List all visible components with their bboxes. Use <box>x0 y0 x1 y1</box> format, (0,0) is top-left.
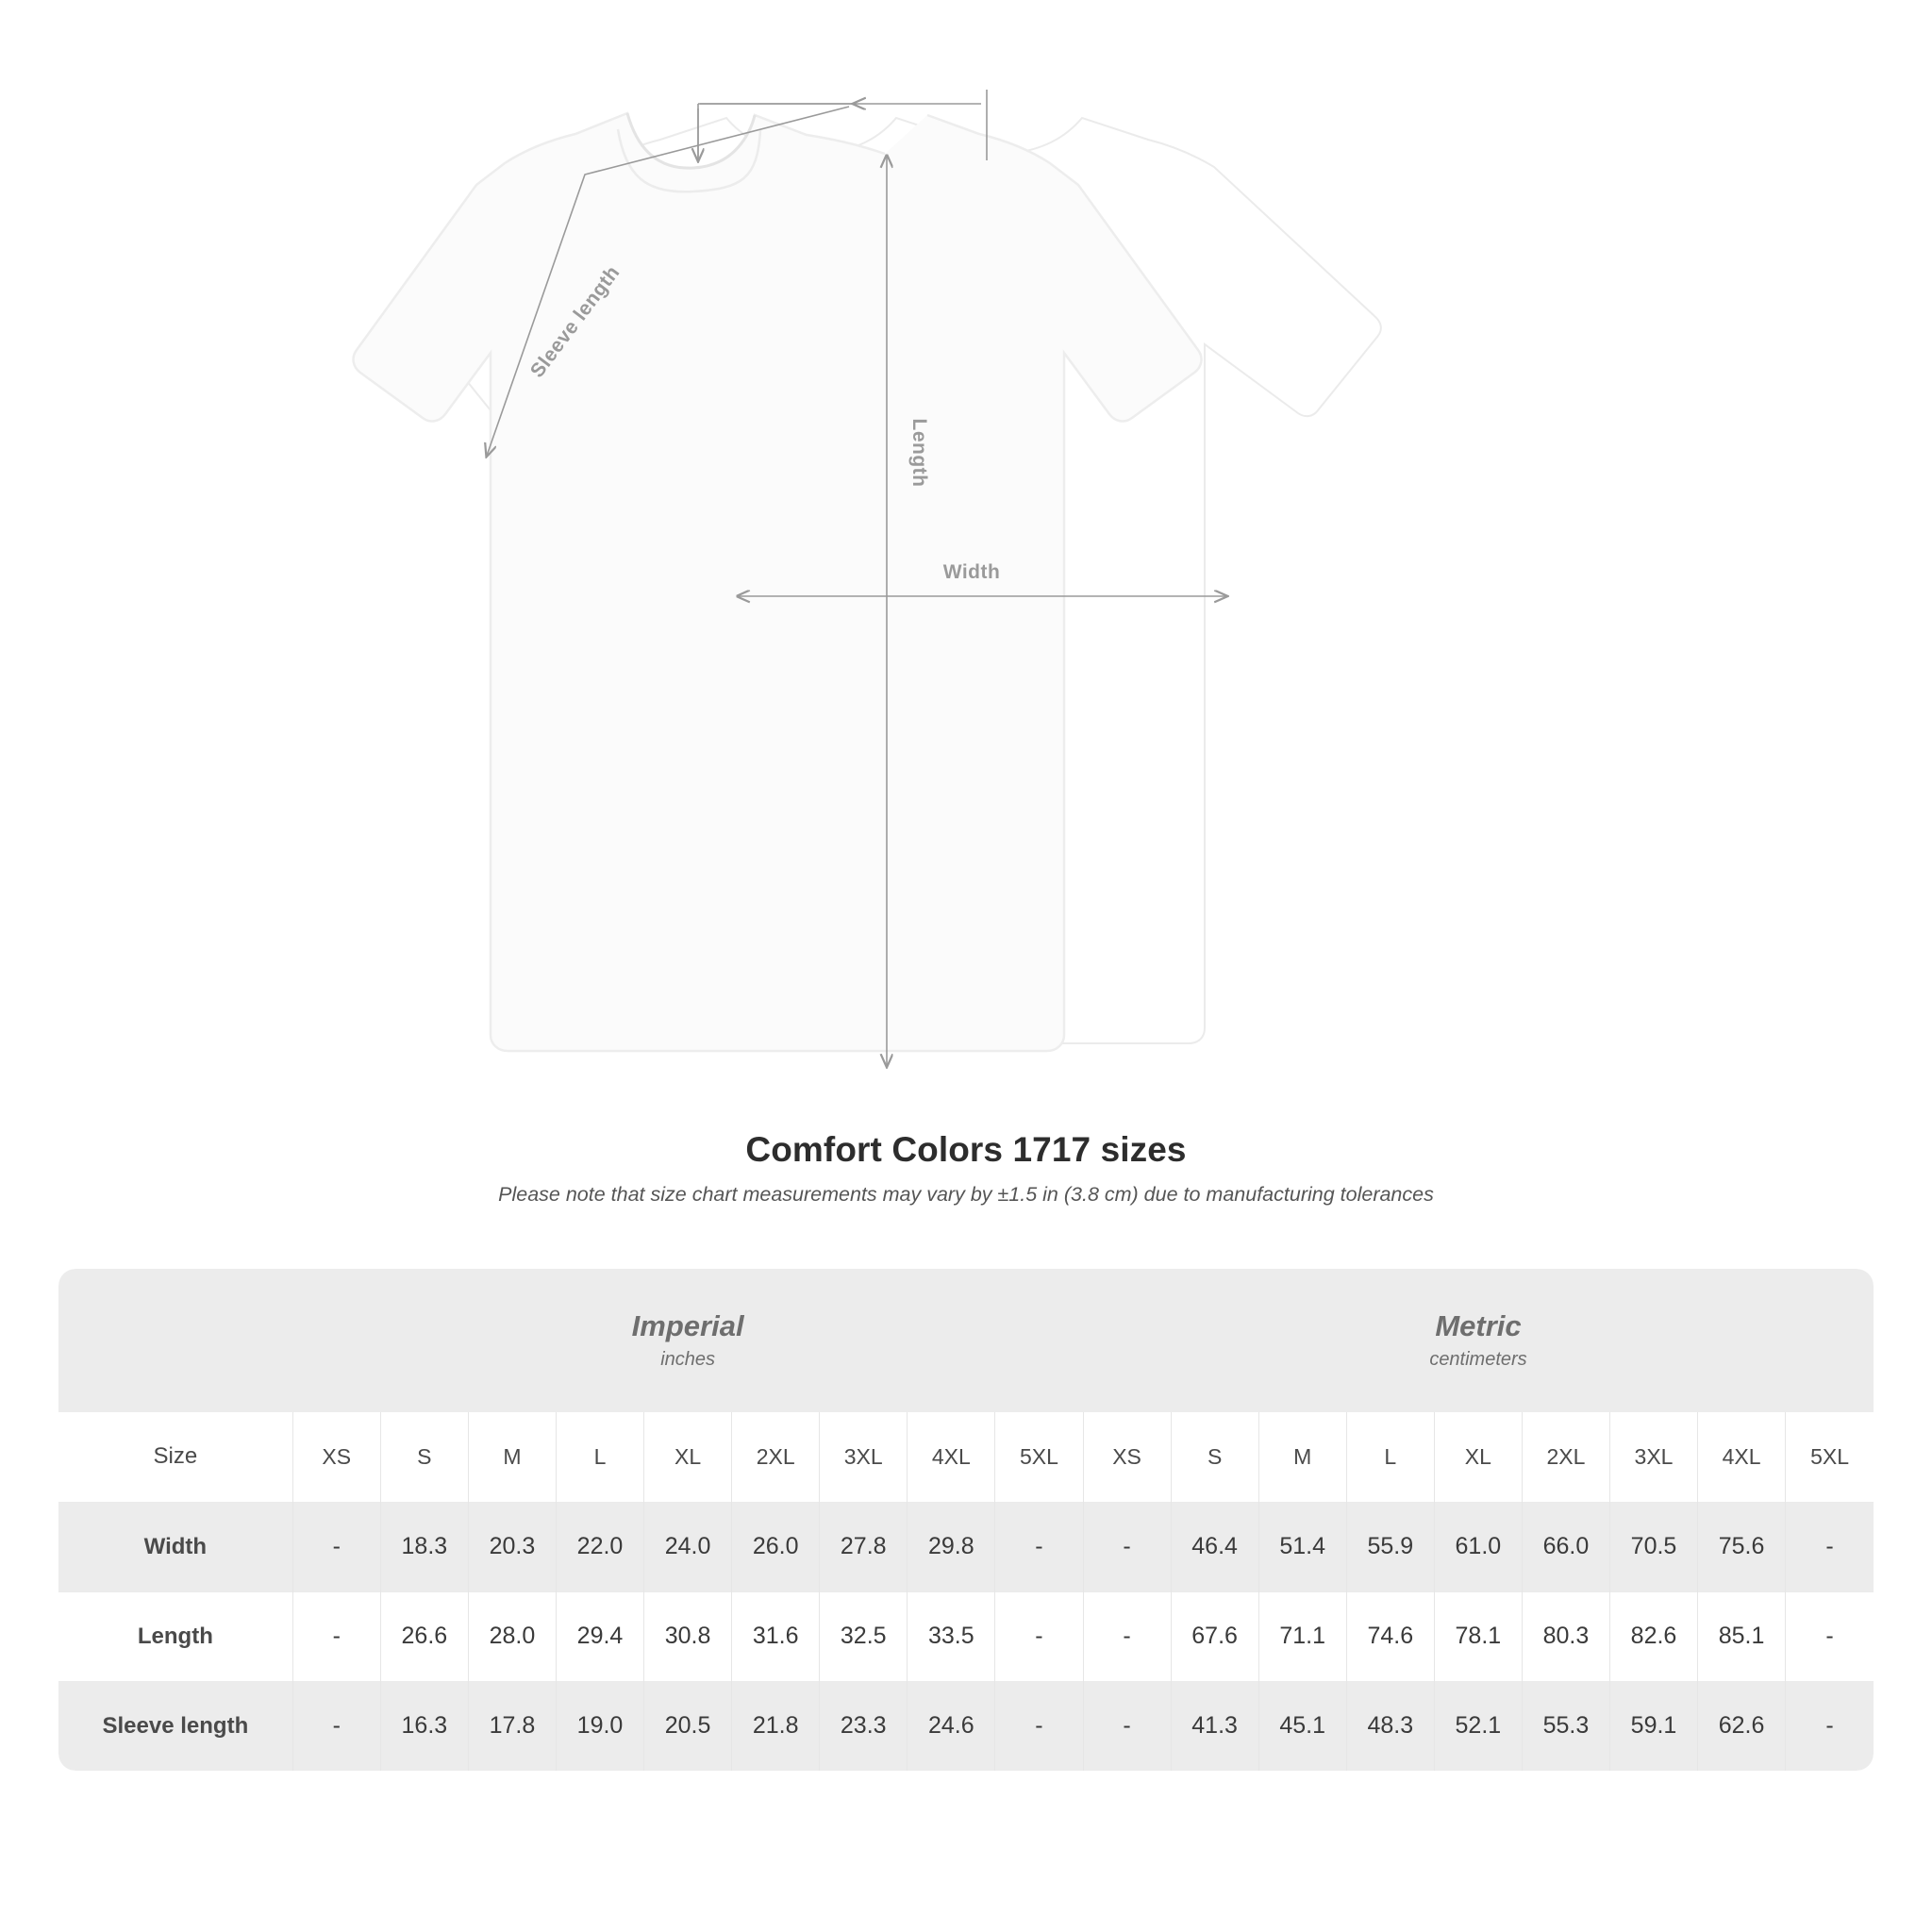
cell-width-imperial-s: 18.3 <box>380 1502 468 1591</box>
cell-length-imperial-4xl: 33.5 <box>908 1591 995 1681</box>
cell-sleeve-imperial-xl: 20.5 <box>644 1681 732 1771</box>
measurement-note: Please note that size chart measurements may vary by ±1.5 in (3.8 cm) due to manufacturing tolerances <box>498 1183 1434 1206</box>
row-label-sleeve-length: Sleeve length <box>58 1681 292 1771</box>
cell-width-metric-5xl: - <box>1786 1502 1874 1591</box>
size-header-metric-2xl: 2XL <box>1522 1412 1609 1502</box>
size-header-imperial-4xl: 4XL <box>908 1412 995 1502</box>
unit-group-imperial <box>292 1269 1083 1412</box>
cell-sleeve-metric-3xl: 59.1 <box>1609 1681 1697 1771</box>
cell-length-imperial-l: 29.4 <box>556 1591 643 1681</box>
cell-length-imperial-xs: - <box>292 1591 380 1681</box>
size-header-imperial-m: M <box>468 1412 556 1502</box>
cell-width-metric-3xl: 70.5 <box>1609 1502 1697 1591</box>
cell-length-metric-4xl: 85.1 <box>1698 1591 1786 1681</box>
unit-group-metric <box>1083 1269 1874 1412</box>
cell-sleeve-metric-xs: - <box>1083 1681 1171 1771</box>
row-label-length: Length <box>58 1591 292 1681</box>
cell-length-imperial-m: 28.0 <box>468 1591 556 1681</box>
unit-group-imperial-name: Imperial <box>631 1308 744 1342</box>
cell-length-metric-s: 67.6 <box>1171 1591 1258 1681</box>
cell-length-metric-2xl: 80.3 <box>1522 1591 1609 1681</box>
size-header-imperial-s: S <box>380 1412 468 1502</box>
cell-length-metric-3xl: 82.6 <box>1609 1591 1697 1681</box>
length-label: Length <box>908 418 930 488</box>
size-header-imperial-l: L <box>556 1412 643 1502</box>
cell-sleeve-metric-xl: 52.1 <box>1434 1681 1522 1771</box>
cell-width-metric-xs: - <box>1083 1502 1171 1591</box>
cell-width-metric-4xl: 75.6 <box>1698 1502 1786 1591</box>
size-header-metric-4xl: 4XL <box>1698 1412 1786 1502</box>
size-header-imperial-5xl: 5XL <box>995 1412 1083 1502</box>
title-block <box>0 1130 1932 1207</box>
cell-length-metric-m: 71.1 <box>1258 1591 1346 1681</box>
cell-length-imperial-xl: 30.8 <box>644 1591 732 1681</box>
table-row <box>58 1502 1874 1591</box>
size-header-metric-xs: XS <box>1083 1412 1171 1502</box>
row-label-width: Width <box>58 1502 292 1591</box>
cell-sleeve-metric-s: 41.3 <box>1171 1681 1258 1771</box>
cell-sleeve-imperial-l: 19.0 <box>556 1681 643 1771</box>
cell-width-imperial-xl: 24.0 <box>644 1502 732 1591</box>
size-header-metric-l: L <box>1346 1412 1434 1502</box>
unit-row-spacer <box>58 1269 292 1412</box>
cell-sleeve-metric-2xl: 55.3 <box>1522 1681 1609 1771</box>
size-header-metric-s: S <box>1171 1412 1258 1502</box>
page-title: Comfort Colors 1717 sizes <box>745 1130 1187 1169</box>
size-header-imperial-xs: XS <box>292 1412 380 1502</box>
unit-group-metric-sub: centimeters <box>1429 1349 1527 1371</box>
size-header-imperial-3xl: 3XL <box>820 1412 908 1502</box>
sleeve-length-label: Sleeve length <box>525 261 625 382</box>
cell-sleeve-imperial-s: 16.3 <box>380 1681 468 1771</box>
unit-group-metric-name: Metric <box>1435 1308 1522 1342</box>
cell-sleeve-imperial-2xl: 21.8 <box>732 1681 820 1771</box>
cell-width-imperial-xs: - <box>292 1502 380 1591</box>
cell-length-metric-xl: 78.1 <box>1434 1591 1522 1681</box>
cell-width-imperial-3xl: 27.8 <box>820 1502 908 1591</box>
cell-sleeve-metric-4xl: 62.6 <box>1698 1681 1786 1771</box>
cell-sleeve-metric-m: 45.1 <box>1258 1681 1346 1771</box>
table-row <box>58 1591 1874 1681</box>
size-header-label: Size <box>58 1412 292 1502</box>
cell-length-imperial-5xl: - <box>995 1591 1083 1681</box>
cell-sleeve-imperial-4xl: 24.6 <box>908 1681 995 1771</box>
size-header-imperial-2xl: 2XL <box>732 1412 820 1502</box>
cell-width-imperial-2xl: 26.0 <box>732 1502 820 1591</box>
cell-width-metric-2xl: 66.0 <box>1522 1502 1609 1591</box>
cell-sleeve-metric-l: 48.3 <box>1346 1681 1434 1771</box>
size-header-metric-3xl: 3XL <box>1609 1412 1697 1502</box>
size-header-row <box>58 1412 1874 1502</box>
size-header-imperial-xl: XL <box>644 1412 732 1502</box>
unit-group-imperial-sub: inches <box>660 1349 716 1371</box>
cell-width-imperial-4xl: 29.8 <box>908 1502 995 1591</box>
cell-length-metric-xs: - <box>1083 1591 1171 1681</box>
width-label: Width <box>942 561 1001 583</box>
cell-length-imperial-s: 26.6 <box>380 1591 468 1681</box>
cell-width-imperial-l: 22.0 <box>556 1502 643 1591</box>
cell-sleeve-imperial-xs: - <box>292 1681 380 1771</box>
cell-width-imperial-5xl: - <box>995 1502 1083 1591</box>
size-table <box>58 1269 1874 1771</box>
size-header-metric-5xl: 5XL <box>1786 1412 1874 1502</box>
cell-length-imperial-2xl: 31.6 <box>732 1591 820 1681</box>
cell-length-metric-5xl: - <box>1786 1591 1874 1681</box>
size-header-metric-xl: XL <box>1434 1412 1522 1502</box>
cell-sleeve-imperial-3xl: 23.3 <box>820 1681 908 1771</box>
cell-length-metric-l: 74.6 <box>1346 1591 1434 1681</box>
cell-width-metric-l: 55.9 <box>1346 1502 1434 1591</box>
cell-sleeve-metric-5xl: - <box>1786 1681 1874 1771</box>
size-header-metric-m: M <box>1258 1412 1346 1502</box>
cell-width-imperial-m: 20.3 <box>468 1502 556 1591</box>
size-table-wrapper <box>58 1269 1874 1771</box>
table-row <box>58 1681 1874 1771</box>
cell-sleeve-imperial-m: 17.8 <box>468 1681 556 1771</box>
cell-width-metric-xl: 61.0 <box>1434 1502 1522 1591</box>
cell-length-imperial-3xl: 32.5 <box>820 1591 908 1681</box>
cell-width-metric-m: 51.4 <box>1258 1502 1346 1591</box>
cell-sleeve-imperial-5xl: - <box>995 1681 1083 1771</box>
unit-header-row <box>58 1269 1874 1412</box>
cell-width-metric-s: 46.4 <box>1171 1502 1258 1591</box>
